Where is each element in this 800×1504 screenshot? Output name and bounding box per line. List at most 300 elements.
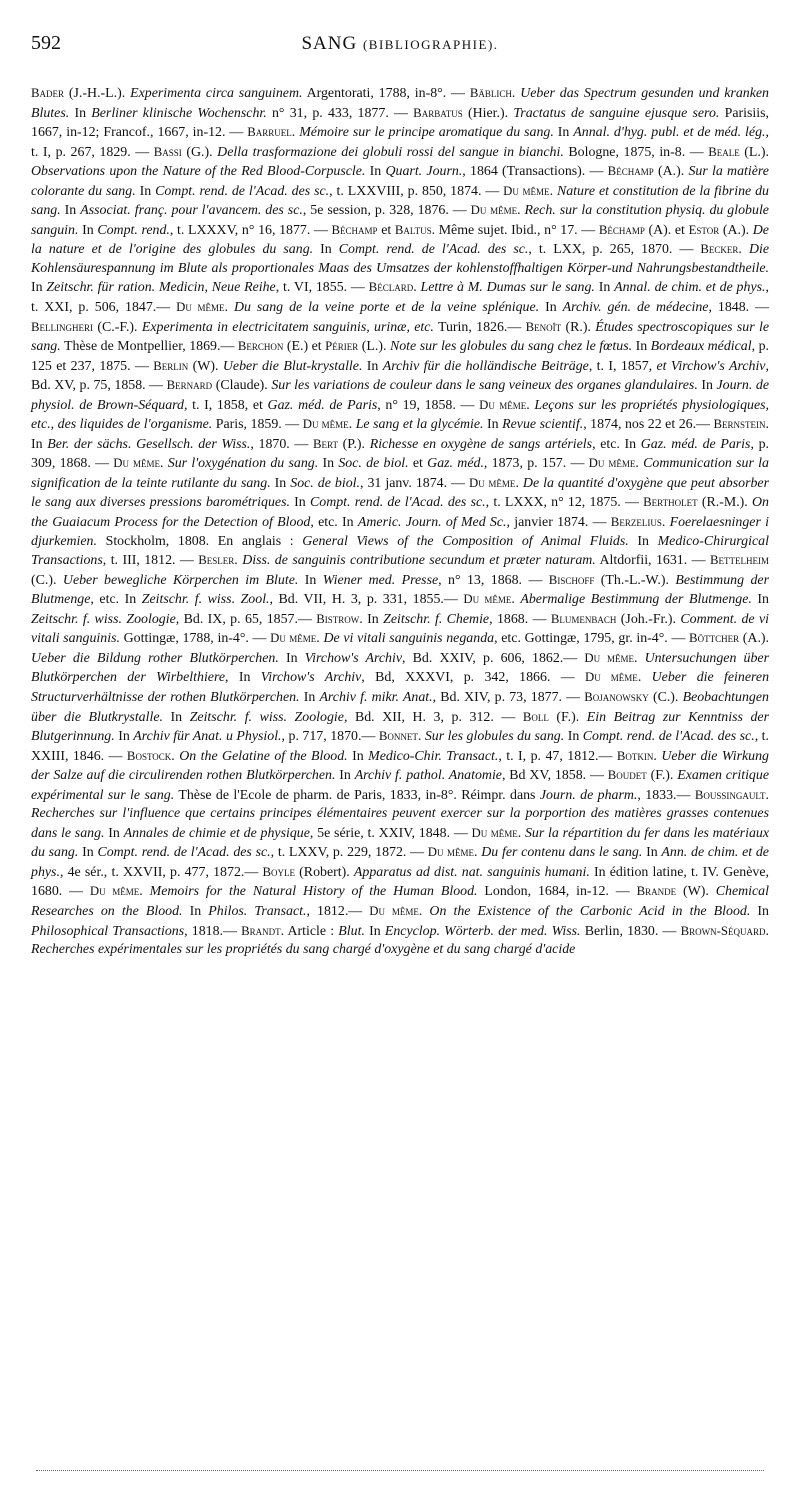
entry-title: et Virchow's Archiv (656, 358, 766, 374)
entry-author: Bonnet (378, 729, 418, 744)
entry-title: Compt. rend. de l'Acad. des sc. (155, 183, 330, 199)
entry-title: Compt. rend. de l'Acad. des sc. (338, 242, 529, 258)
entry-text: (P.). (337, 436, 370, 452)
entry-title: Gaz. méd. (427, 456, 484, 472)
entry-text: . Même sujet. Ibid., n° 17. — (431, 222, 599, 238)
entry-text: . (291, 125, 300, 141)
entry-author: Béchamp (598, 222, 645, 237)
entry-text: In (362, 358, 383, 374)
page-header (31, 32, 769, 66)
entry-text: Thèse de l'Ecole de pharm. de Paris, 1833, in-8°. Réimpr. dans (174, 787, 540, 803)
entry-title: Note sur les globules du sang chez le fœtus. (389, 339, 633, 355)
entry-text: , 1818.— (184, 923, 242, 939)
entry-text: , Bd XV, 1858. — (501, 768, 608, 784)
entry-title: Du sang de la veine porte et de la veine splénique. (233, 300, 540, 316)
entry-text: , Bd, XXXVI, p. 342, 1866. — (361, 670, 585, 686)
entry-text: In (539, 300, 563, 316)
entry-text: (Hier.). (462, 105, 514, 121)
entry-title: Revue scientif. (502, 417, 584, 433)
entry-title: Zeitschr. für ration. Medicin, Neue Reihe (46, 280, 276, 296)
footer-dotted-rule (36, 1470, 764, 1471)
entry-title: Compt. rend. de l'Acad. des sc. (97, 845, 271, 861)
entry-text: , 1874, nos 22 et 26.— (583, 417, 714, 433)
entry-text: . (413, 280, 421, 296)
entry-text: (F.). (548, 709, 587, 725)
bibliography-entry (113, 456, 588, 471)
bibliography-entry (176, 300, 769, 315)
entry-title: Della trasformazione dei globuli rossi del sangue in bianchi. (217, 144, 564, 160)
entry-title: Soc. de biol. (338, 456, 409, 472)
entry-title: Observations upon the Nature of the Red Blood-Corpuscle. (31, 164, 366, 180)
entry-text: . In (31, 417, 769, 452)
entry-text: In (628, 533, 658, 549)
entry-text: . Article : (280, 923, 339, 939)
entry-text: , p. 309, 1868. — (31, 436, 770, 472)
entry-text: , etc. In (90, 592, 142, 608)
entry-text: In (78, 845, 98, 861)
entry-text: , 1870. — (250, 436, 313, 452)
entry-text: . (474, 845, 482, 861)
entry-author: Berzelius (610, 515, 662, 530)
bibliography-entry (31, 320, 526, 335)
entry-title: On the Guaiacum Process for the Detection of Blood (31, 495, 769, 531)
entry-title: De la quantité d'oxygène que peut absorber le sang aux diverses pressions barométriques. (31, 475, 769, 511)
entry-text: Stockholm, 1808. En anglais : (96, 533, 303, 549)
entry-title: Leçons sur les propriétés physiologiques, etc., des liquides de l'organisme. (31, 397, 770, 433)
entry-text: (C.-F.). (93, 319, 142, 335)
entry-text: (Claude). (212, 378, 272, 394)
entry-text: . (348, 417, 356, 433)
entry-text: In (750, 903, 769, 919)
entry-author: Périer (325, 339, 359, 354)
entry-text: . (517, 203, 525, 219)
entry-text: . (633, 650, 645, 666)
entry-text: Turin, 1826.— (433, 319, 526, 335)
bibliography-entry (198, 553, 710, 568)
entry-text: In (335, 768, 355, 784)
entry-author: Du même (463, 592, 512, 607)
entry-text: . (171, 748, 180, 764)
entry-author: Besler (198, 553, 235, 568)
entry-title: Encyclop. Wörterb. der med. Wiss. (384, 923, 581, 939)
entry-text: In (642, 845, 662, 861)
entry-title: Ber. der sächs. Gesellsch. der Wiss. (47, 436, 251, 452)
entry-title: Sur les variations de couleur dans le sang veineux des organes glandulaires. (271, 378, 698, 394)
entry-title: Ueber bewegliche Körperchen im Blute. (62, 572, 299, 588)
bibliography-entry (90, 884, 637, 899)
running-head (301, 33, 498, 55)
entry-author: Béclard (368, 280, 414, 295)
entry-author: Du même (468, 475, 516, 490)
entry-title: De la nature et de l'origine des globules du sang. (31, 222, 769, 258)
entry-title: Philosophical Transactions (31, 923, 185, 939)
entry-author: Berlin (153, 358, 189, 373)
entry-author: Du même (302, 417, 349, 432)
entry-text: (F.). (646, 768, 678, 784)
entry-author: Brande (636, 884, 677, 899)
entry-title: Richesse en oxygène de sangs artériels (369, 436, 593, 452)
entry-text: In (78, 222, 98, 238)
entry-title: Associat. franç. pour l'avancem. des sc. (80, 203, 303, 219)
entry-text: In (299, 689, 320, 705)
entry-text: (Robert). (294, 864, 354, 880)
entry-text: In (270, 475, 291, 491)
bibliography-entry (332, 223, 599, 238)
entry-title: Ueber die Wirkung der Salze auf die circulirenden rothen Blutkörperchen. (31, 748, 769, 784)
entry-text: , t. LXXV, p. 229, 1872. — (270, 845, 428, 861)
entry-title: Ueber die Blut-krystalle. (222, 358, 363, 374)
entry-title: De vi vitali sanguinis neganda (323, 631, 495, 647)
entry-title: Communication sur la signification de la teinte rutilante du sang. (31, 456, 769, 491)
entry-text: In (163, 709, 190, 725)
entry-title: Compt. rend. de l'Acad. des sc. (310, 495, 486, 511)
entry-author: Bernard (166, 378, 213, 393)
entry-title: Philos. Transact. (208, 903, 307, 919)
entry-text: In (318, 456, 339, 472)
bibliography-entry (241, 924, 680, 939)
entry-title: Annal. de chim. et de phys. (614, 280, 766, 296)
entry-text: , t. XXI, p. 506, 1847.— (31, 280, 769, 316)
entry-text: (A.). (719, 222, 753, 238)
bibliography-entry (127, 749, 617, 764)
entry-text: , 1868. — (489, 611, 551, 627)
entry-text: , t. I, p. 267, 1829. — (31, 125, 769, 160)
entry-text: London, 1684, in-12. — (477, 884, 637, 900)
entry-title: Recherches expérimentales sur les propriétés du sang chargé d'oxygène et du sang chargé d'acide (31, 942, 576, 958)
entry-title: Wiener med. Presse (322, 572, 439, 588)
entry-text: , 31 janv. 1874. — (359, 475, 469, 491)
entry-title: Lettre à M. Dumas sur le sang. (420, 280, 595, 296)
entry-author: Bojanowsky (584, 689, 649, 704)
entry-title: Archiv für Anat. u Physiol. (133, 729, 282, 745)
entry-text: (W). (676, 884, 716, 900)
entry-text: (J.-H.-L.). (64, 86, 131, 101)
entry-title: Journ. de pharm. (539, 787, 638, 803)
entry-title: Medico-Chir. Transact. (368, 748, 499, 764)
entry-author: Bettelheim (709, 553, 769, 568)
entry-text: In (751, 592, 769, 608)
bibliography-entry (316, 612, 551, 627)
entry-title: Medico-Chirurgical Transactions (31, 533, 769, 569)
entry-text: . (139, 884, 150, 900)
entry-text: , 1864 (Transactions). — (462, 164, 608, 180)
entry-author: Bertholet (643, 495, 698, 510)
entry-text: , Bd. XIV, p. 73, 1877. — (432, 689, 585, 705)
entry-author: Blumenbach (550, 611, 617, 626)
entry-author: Du même (470, 203, 518, 218)
entry-text: . (637, 670, 652, 686)
entry-author: Becker (700, 242, 739, 257)
entry-title: Bordeaux médical (650, 339, 752, 355)
entry-text: , p. 125 et 237, 1875. — (31, 339, 770, 374)
entry-title: Journ. de physiol. de Brown-Séquard (31, 378, 770, 413)
entry-text: (L.). (739, 144, 769, 160)
entry-text: , t. LXXVIII, p. 850, 1874. — (329, 183, 504, 199)
entry-title: Sur les globules du sang. (424, 729, 565, 745)
running-head-subtitle: (BIBLIOGRAPHIE). (362, 37, 499, 52)
entry-text: (Th.-L.-W.). (594, 572, 676, 588)
entry-author: Bader (31, 86, 65, 100)
entry-title: Ein Beitrag zur Kenntniss der Blutgerinnung. (31, 709, 769, 745)
entry-text: . (765, 923, 769, 939)
entry-text: , Bd. IX, p. 65, 1857.— (175, 611, 317, 627)
entry-author: Botkin (616, 748, 654, 763)
entry-text: In (313, 242, 339, 258)
entry-text: . (526, 397, 535, 413)
entry-text: , t. LXXX, n° 12, 1875. — (485, 495, 644, 511)
entry-title: Zeitschr. f. wiss. Zoologie (31, 611, 176, 627)
entry-title: Tractatus de sanguine ejusque sero. (513, 105, 720, 121)
entry-text: In (365, 164, 386, 180)
entry-author: Bistrow (316, 611, 360, 626)
entry-author: Du même (369, 903, 419, 918)
entry-title: On the Gelatine of the Blood. (179, 748, 348, 764)
entry-text: , 1812.— (306, 903, 370, 919)
entry-title: Annales de chimie et de physique (123, 825, 310, 841)
entry-text: In (69, 105, 92, 121)
entry-title: Du fer contenu dans le sang. (481, 845, 643, 861)
entry-author: Béchamp (331, 222, 378, 237)
entry-author: Estor (688, 222, 720, 237)
entry-author: Bischoff (548, 572, 595, 587)
entry-title: Ueber die Bildung rother Blutkörperchen. (31, 650, 279, 666)
entry-title: Ueber die feineren Structurverhältnisse der rothen Blutkörperchen. (31, 670, 770, 705)
entry-author: Du même (588, 456, 636, 471)
entry-title: Diss. de sanguinis contributione secundum et præter naturam. (242, 553, 596, 569)
entry-title: Archiv f. pathol. Anatomie (354, 768, 502, 784)
entry-author: Boll (522, 709, 549, 724)
entry-text: , t. XXIII, 1846. — (31, 729, 769, 764)
entry-title: Examen critique expérimental sur le sang. (31, 768, 769, 803)
entry-title: Nature et constitution de la fibrine du sang. (31, 183, 769, 219)
entry-text: . (417, 729, 425, 745)
entry-text: , 5e série, t. XXIV, 1848. — (309, 825, 472, 841)
bibliography-entry (303, 417, 714, 432)
entry-text: In (697, 378, 717, 394)
entry-title: Soc. de biol. (290, 475, 360, 491)
entry-text: (A.). (653, 164, 689, 180)
entry-author: Baltus (394, 222, 432, 237)
entry-title: Gaz. méd. de Paris (267, 397, 378, 413)
entry-text: . (661, 515, 670, 531)
entry-text: , In (225, 670, 261, 686)
entry-text: (R.). (561, 319, 596, 335)
entry-title: Archiv für die holländische Beiträge (382, 358, 589, 374)
entry-title: Mémoire sur le principe aromatique du sang. (299, 125, 554, 141)
entry-text: Thèse de Montpellier, 1869.— (60, 339, 238, 355)
entry-text: In (594, 280, 615, 296)
entry-text: In (135, 183, 156, 199)
entry-author: Bostock (126, 748, 172, 763)
entry-text: . (511, 592, 521, 608)
page-number: 592 (31, 32, 61, 54)
entry-text: (L.). (358, 339, 390, 355)
entry-title: Sur la répartition du fer dans les matériaux du sang. (31, 825, 769, 861)
entry-text: , etc. In (310, 515, 358, 531)
entry-text: (C.). (648, 689, 683, 705)
entry-text: , t. III, 1812. — (102, 553, 199, 569)
entry-text: , n° 13, 1868. — (438, 572, 549, 588)
entry-author: Boudet (607, 768, 647, 783)
entry-text: In (632, 339, 651, 355)
entry-title: Untersuchungen über Blutkörperchen der Wirbelthiere (31, 650, 770, 686)
entry-author: Boyle (262, 864, 295, 879)
entry-text: , Bd. XV, p. 75, 1858. — (31, 358, 769, 394)
entry-title: Études spectroscopiques sur le sang. (31, 319, 769, 355)
entry-text: et (408, 456, 428, 472)
entry-title: Virchow's Archiv (260, 670, 362, 686)
entry-title: Berliner klinische Wochenschr. (91, 105, 267, 121)
bibliography-entry (31, 86, 470, 101)
entry-text: . (738, 242, 749, 258)
entry-title: Recherches sur l'influence que certains principes élémentaires peuvent exercer sur la porportion des matières grasses contenues dans le sang. (31, 806, 769, 841)
entry-text: (W). (188, 358, 223, 374)
entry-text: In (289, 495, 310, 511)
entry-title: Americ. Journ. of Med Sc. (357, 515, 507, 531)
entry-title: Chemical Researches on the Blood. (31, 884, 769, 919)
entry-text: , Bd. VII, H. 3, p. 331, 1855.— (269, 592, 464, 608)
entry-text: In édition latine, t. IV. Genève, 1680. — (31, 864, 769, 900)
entry-title: Gaz. méd. de Paris (640, 436, 751, 452)
entry-author: Benoît (525, 319, 562, 334)
entry-text: In (347, 748, 369, 764)
entry-text: . (160, 456, 168, 472)
entry-title: Compt. rend. (97, 222, 170, 238)
entry-author: Brandt (241, 923, 281, 938)
entry-title: Blut. (338, 923, 365, 939)
entry-text: (Joh.-Fr.). (616, 611, 681, 627)
entry-author: Brown-Séquard (680, 923, 766, 938)
entry-title: Experimenta circa sanguinem. (130, 86, 303, 101)
entry-title: Zeitschr. f. Chemie (383, 611, 490, 627)
entry-title: Foerelaesninger i djurkemien. (31, 515, 770, 549)
entry-author: Du même (270, 631, 317, 646)
entry-text: . (224, 300, 234, 316)
entry-title: General Views of the Composition of Animal Fluids. (302, 533, 629, 549)
entry-text: In (298, 572, 323, 588)
entry-text: , 1833.— (637, 787, 695, 803)
entry-text: , t. I, p. 47, 1812.— (498, 748, 617, 764)
entry-text: (R.-M.). (697, 495, 753, 511)
entry-author: Du même (584, 650, 634, 665)
entry-author: Berchon (237, 339, 284, 354)
entry-title: Ann. de chim. et de phys. (31, 845, 769, 880)
entry-text: . (316, 631, 324, 647)
entry-title: Zeitschr. f. wiss. Zoologie (189, 709, 344, 725)
entry-text: . (635, 456, 644, 472)
entry-title: Beobachtungen über die Blutkrystalle. (31, 689, 769, 725)
entry-text: . (418, 903, 430, 919)
entry-text: (G.). (181, 144, 218, 160)
bibliography-entry (154, 145, 708, 160)
entry-text: , p. 717, 1870.— (281, 729, 379, 745)
entry-title: Le sang et la glycémie. (355, 417, 484, 433)
entry-text: . (234, 553, 243, 569)
entry-title: Annal. d'hyg. publ. et de méd. lég. (573, 125, 766, 141)
entry-text: . (549, 183, 557, 199)
entry-text: , 4e sér., t. XXVII, p. 477, 1872.— (59, 864, 263, 880)
entry-text: , etc. Gottingæ, 1795, gr. in-4°. — (494, 631, 690, 647)
entry-text: . In (359, 611, 384, 627)
entry-title: Sur l'oxygénation du sang. (167, 456, 319, 472)
entry-author: Béchamp (607, 164, 654, 179)
entry-author: Du même (176, 300, 225, 315)
entry-title: Experimenta in electricitatem sanguinis, urinæ, etc. (141, 319, 434, 335)
entry-title: Zeitschr. f. wiss. Zool. (141, 592, 270, 608)
entry-title: Quart. Journ. (385, 164, 463, 180)
entry-author: Boussingault (694, 787, 766, 802)
entry-title: Virchow's Archiv (304, 650, 403, 666)
entry-author: Beale (708, 144, 740, 159)
entry-text: , t. LXX, p. 265, 1870. — (528, 242, 701, 258)
entry-title: Apparatus ad dist. nat. sanguinis humani. (353, 864, 590, 880)
entry-title: Bestimmung der Blutmenge (31, 572, 769, 608)
entry-author: Bert (312, 436, 338, 451)
entry-text: , Bd. XII, H. 3, p. 312. — (343, 709, 523, 725)
entry-text: et (377, 222, 395, 238)
entry-text: , janvier 1874. — (506, 515, 611, 531)
entry-author: Du même (503, 183, 550, 198)
entry-text: , t. VI, 1855. — (275, 280, 369, 296)
entry-text: Argentorati, 1788, in-8°. — (302, 86, 470, 101)
entry-title: On the Existence of the Carbonic Acid in the Blood. (429, 903, 751, 919)
entry-author: Bäblich (469, 86, 512, 100)
entry-title: Comment. de vi vitali sanguinis. (31, 611, 769, 647)
entry-text: (C.). (31, 572, 63, 588)
entry-author: Du même (584, 670, 638, 685)
entry-author: Du même (113, 456, 161, 471)
entry-text: Bologne, 1875, in-8. — (563, 144, 709, 160)
entry-text: . (765, 787, 770, 803)
entry-text: , etc. In (592, 436, 641, 452)
entry-text: . (515, 475, 523, 491)
entry-author: Bernstein (713, 417, 766, 432)
entry-author: Du même (471, 825, 518, 840)
entry-text: , t. I, 1857, (588, 358, 657, 374)
entry-text: . (653, 748, 662, 764)
entry-text: In (564, 729, 583, 745)
entry-title: Die Kohlensäurespannung im Blute als proportionales Maas des Umsatzes der kohlenstoffhaltigen Körper-und Nahrungsbestandtheile. (31, 242, 769, 276)
entry-text: . (511, 86, 521, 101)
entry-title: Sur la matière colorante du sang. (31, 164, 769, 199)
running-head-title: SANG (301, 33, 358, 54)
entry-text: , Bd. XXIV, p. 606, 1862.— (402, 650, 585, 666)
entry-text: In (278, 650, 305, 666)
entry-text: In (483, 417, 503, 433)
entry-text: Parisiis, 1667, in-12; Francof., 1667, in-12. — (31, 105, 769, 141)
bibliography-text (31, 84, 769, 960)
entry-author: Bassi (153, 144, 182, 159)
entry-text: , t. I, 1858, et (184, 397, 268, 413)
entry-text: , 5e session, p. 328, 1876. — (302, 203, 471, 219)
entry-title: Archiv. gén. de médecine (562, 300, 709, 316)
entry-author: Du même (479, 397, 527, 412)
entry-text: Gottingæ, 1788, in-4°. — (119, 631, 271, 647)
entry-text: Berlin, 1830. — (580, 923, 681, 939)
entry-text: In (60, 203, 81, 219)
entry-text: n° 31, p. 433, 1877. — (266, 105, 414, 121)
entry-author: Barruel (247, 125, 292, 140)
entry-title: Ueber das Spectrum gesunden und kranken Blutes. (31, 86, 770, 121)
entry-text: In (182, 903, 209, 919)
entry-text: . (517, 825, 525, 841)
entry-text: In (364, 923, 385, 939)
entry-text: , n° 19, 1858. — (377, 397, 480, 413)
entry-text: In (31, 280, 47, 296)
entry-title: Compt. rend. de l'Acad. des sc. (582, 729, 755, 745)
entry-text: In (104, 825, 124, 841)
entry-text: Altdorfii, 1631. — (595, 553, 710, 569)
